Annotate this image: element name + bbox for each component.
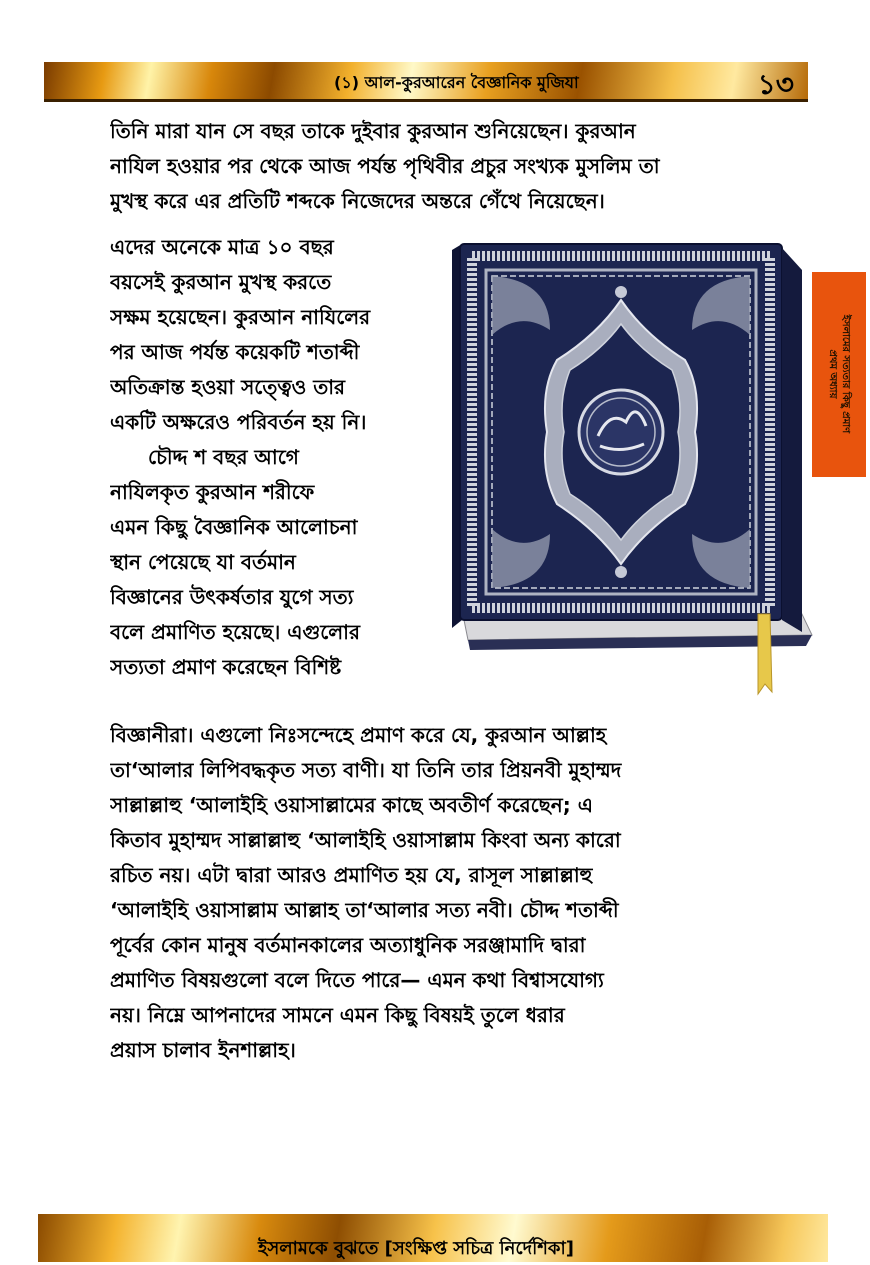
paragraph-wrapped — [110, 230, 420, 685]
text-line: কিতাব মুহাম্মদ সাল্লাল্লাহু ‘আলাইহি ওয়াসাল্লাম কিংবা অন্য কারো — [110, 828, 621, 852]
text-line: মুখস্থ করে এর প্রতিটি শব্দকে নিজেদের অন্তরে গেঁথে নিয়েছেন। — [110, 189, 605, 213]
text-line: অতিক্রান্ত হওয়া সত্ত্বেও তার — [110, 375, 346, 399]
text-line: নয়। নিম্নে আপনাদের সামনে এমন কিছু বিষয়ই তুলে ধরার — [110, 1003, 565, 1027]
paragraph-bottom — [110, 718, 760, 1068]
side-tab-text — [826, 315, 852, 433]
text-line: সাল্লাল্লাহু ‘আলাইহি ওয়াসাল্লামের কাছে অবতীর্ণ করেছেন; এ — [110, 793, 593, 817]
text-line: তা‘আলার লিপিবদ্ধকৃত সত্য বাণী। যা তিনি তার প্রিয়নবী মুহাম্মদ — [110, 758, 622, 782]
chapter-side-tab — [812, 272, 866, 477]
text-line: সত্যতা প্রমাণ করেছেন বিশিষ্ট — [110, 655, 342, 679]
text-line: নাযিল হওয়ার পর থেকে আজ পর্যন্ত পৃথিবীর প্রচুর সংখ্যক মুসলিম তা — [110, 154, 660, 178]
side-tab-line: প্রথম অধ্যায় — [827, 349, 838, 399]
bookmark-ribbon — [758, 614, 772, 694]
text-line: এদের অনেকে মাত্র ১০ বছর — [110, 235, 334, 259]
text-line: বিজ্ঞানের উৎকর্ষতার যুগে সত্য — [110, 585, 354, 609]
footer-book-title: ইসলামকে বুঝতে [সংক্ষিপ্ত সচিত্র নির্দেশিকা] — [258, 1238, 574, 1259]
paragraph-top — [110, 114, 760, 219]
text-line: প্রমাণিত বিষয়গুলো বলে দিতে পারে— এমন কথা বিশ্বাসযোগ্য — [110, 968, 604, 992]
text-line: ‘আলাইহি ওয়াসাল্লাম আল্লাহ তা‘আলার সত্য নবী। চৌদ্দ শতাব্দী — [110, 898, 619, 922]
text-line: বলে প্রমাণিত হয়েছে। এগুলোর — [110, 620, 360, 644]
text-line: এমন কিছু বৈজ্ঞানিক আলোচনা — [110, 515, 358, 539]
page-number: ১৩ — [757, 68, 794, 101]
text-line: পর আজ পর্যন্ত কয়েকটি শতাব্দী — [110, 340, 360, 364]
text-line: প্রয়াস চালাব ইনশাল্লাহ। — [110, 1038, 296, 1062]
header-band — [44, 62, 808, 102]
text-line: বয়সেই কুরআন মুখস্থ করতে — [110, 270, 332, 294]
text-line: চৌদ্দ শ বছর আগে — [148, 445, 299, 469]
text-line: পূর্বের কোন মানুষ বর্তমানকালের অত্যাধুনিক সরঞ্জামাদি দ্বারা — [110, 933, 586, 957]
text-line: তিনি মারা যান সে বছর তাকে দুইবার কুরআন শুনিয়েছেন। কুরআন — [110, 119, 636, 143]
footer-band — [38, 1214, 828, 1262]
text-line: বিজ্ঞানীরা। এগুলো নিঃসন্দেহে প্রমাণ করে যে, কুরআন আল্লাহ — [110, 723, 607, 747]
text-line: রচিত নয়। এটা দ্বারা আরও প্রমাণিত হয় যে, রাসূল সাল্লাল্লাহু — [110, 863, 593, 887]
chapter-title: (১) আল-কুরআরেন বৈজ্ঞানিক মুজিযা — [334, 73, 579, 92]
quran-book-image — [440, 240, 820, 700]
side-tab-line: ইসলামের সত্যতার কিছু প্রমাণ — [840, 314, 851, 434]
text-line: সক্ষম হয়েছেন। কুরআন নাযিলের — [110, 305, 371, 329]
text-line: নাযিলকৃত কুরআন শরীফে — [110, 480, 315, 504]
text-line: স্থান পেয়েছে যা বর্তমান — [110, 550, 296, 574]
text-line: একটি অক্ষরেও পরিবর্তন হয় নি। — [110, 410, 367, 434]
